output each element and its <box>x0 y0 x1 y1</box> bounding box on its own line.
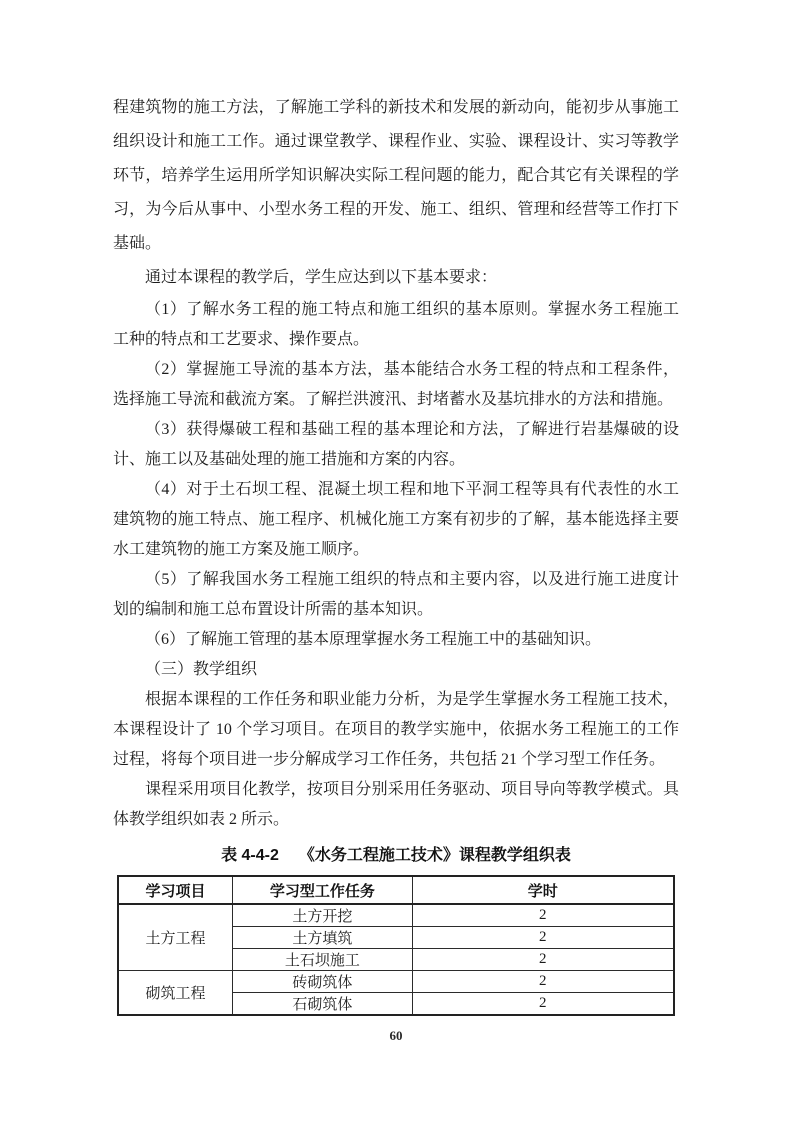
paragraph-requirement-4: （4）对于土石坝工程、混凝土坝工程和地下平洞工程等具有代表性的水工建筑物的施工特点、施工程序、机械化施工方案有初步的了解，基本能选择主要水工建筑物的施工方案及施工顺序。 <box>113 481 679 558</box>
paragraph-projects-overview: 根据本课程的工作任务和职业能力分析，为是学生掌握水务工程施工技术，本课程设计了 10 个学习项目。在项目的教学实施中，依据水务工程施工的工作过程，将每个项目进一步分解成学习工作任务，共包括 21 个学习型工作任务。 <box>113 691 679 768</box>
table-caption-title: 《水务工程施工技术》课程教学组织表 <box>298 847 571 864</box>
hours-cell: 2 <box>412 993 674 1016</box>
page-content <box>113 91 679 1016</box>
header-cell-task: 学习型工作任务 <box>233 876 413 904</box>
table-caption-label: 表 4-4-2 <box>221 847 279 864</box>
table-header-row <box>118 876 674 904</box>
section-heading-teaching-organization: （三）教学组织 <box>145 661 258 678</box>
page-number: 60 <box>389 1028 403 1043</box>
paragraph-requirement-1: （1）了解水务工程的施工特点和施工组织的基本原则。掌握水务工程施工工种的特点和工艺要求、操作要点。 <box>113 301 679 348</box>
table-caption <box>113 845 679 867</box>
task-cell: 土方开挖 <box>233 904 413 927</box>
paragraph-requirements-intro: 通过本课程的教学后，学生应达到以下基本要求： <box>145 269 498 286</box>
course-teaching-organization-table <box>117 875 675 1016</box>
header-cell-project: 学习项目 <box>118 876 233 904</box>
table-row <box>118 904 674 927</box>
task-cell: 土方填筑 <box>233 927 413 949</box>
paragraph-requirement-6: （6）了解施工管理的基本原理掌握水务工程施工中的基础知识。 <box>145 631 602 648</box>
task-cell: 石砌筑体 <box>233 993 413 1016</box>
hours-cell: 2 <box>412 904 674 927</box>
paragraph-requirement-5: （5）了解我国水务工程施工组织的特点和主要内容，以及进行施工进度计划的编制和施工总布置设计所需的基本知识。 <box>113 571 679 618</box>
task-cell: 砖砌筑体 <box>233 971 413 993</box>
task-cell: 土石坝施工 <box>233 949 413 971</box>
hours-cell: 2 <box>412 949 674 971</box>
paragraph-teaching-mode: 课程采用项目化教学，按项目分别采用任务驱动、项目导向等教学模式。具体教学组织如表 2 所示。 <box>113 781 679 828</box>
header-cell-hours: 学时 <box>412 876 674 904</box>
paragraph-requirement-3: （3）获得爆破工程和基础工程的基本理论和方法，了解进行岩基爆破的设计、施工以及基础处理的施工措施和方案的内容。 <box>113 421 679 468</box>
project-cell-masonry: 砌筑工程 <box>118 971 233 1016</box>
hours-cell: 2 <box>412 971 674 993</box>
hours-cell: 2 <box>412 927 674 949</box>
paragraph-continuation: 程建筑物的施工方法，了解施工学科的新技术和发展的新动向，能初步从事施工组织设计和施工工作。通过课堂教学、课程作业、实验、课程设计、实习等教学环节，培养学生运用所学知识解决实际工程问题的能力，配合其它有关课程的学习，为今后从事中、小型水务工程的开发、施工、组织、管理和经营等工作打下基础。 <box>113 99 679 252</box>
paragraph-requirement-2: （2）掌握施工导流的基本方法，基本能结合水务工程的特点和工程条件，选择施工导流和截流方案。了解拦洪渡汛、封堵蓄水及基坑排水的方法和措施。 <box>113 361 679 408</box>
table-row <box>118 971 674 993</box>
project-cell-earthwork: 土方工程 <box>118 904 233 971</box>
